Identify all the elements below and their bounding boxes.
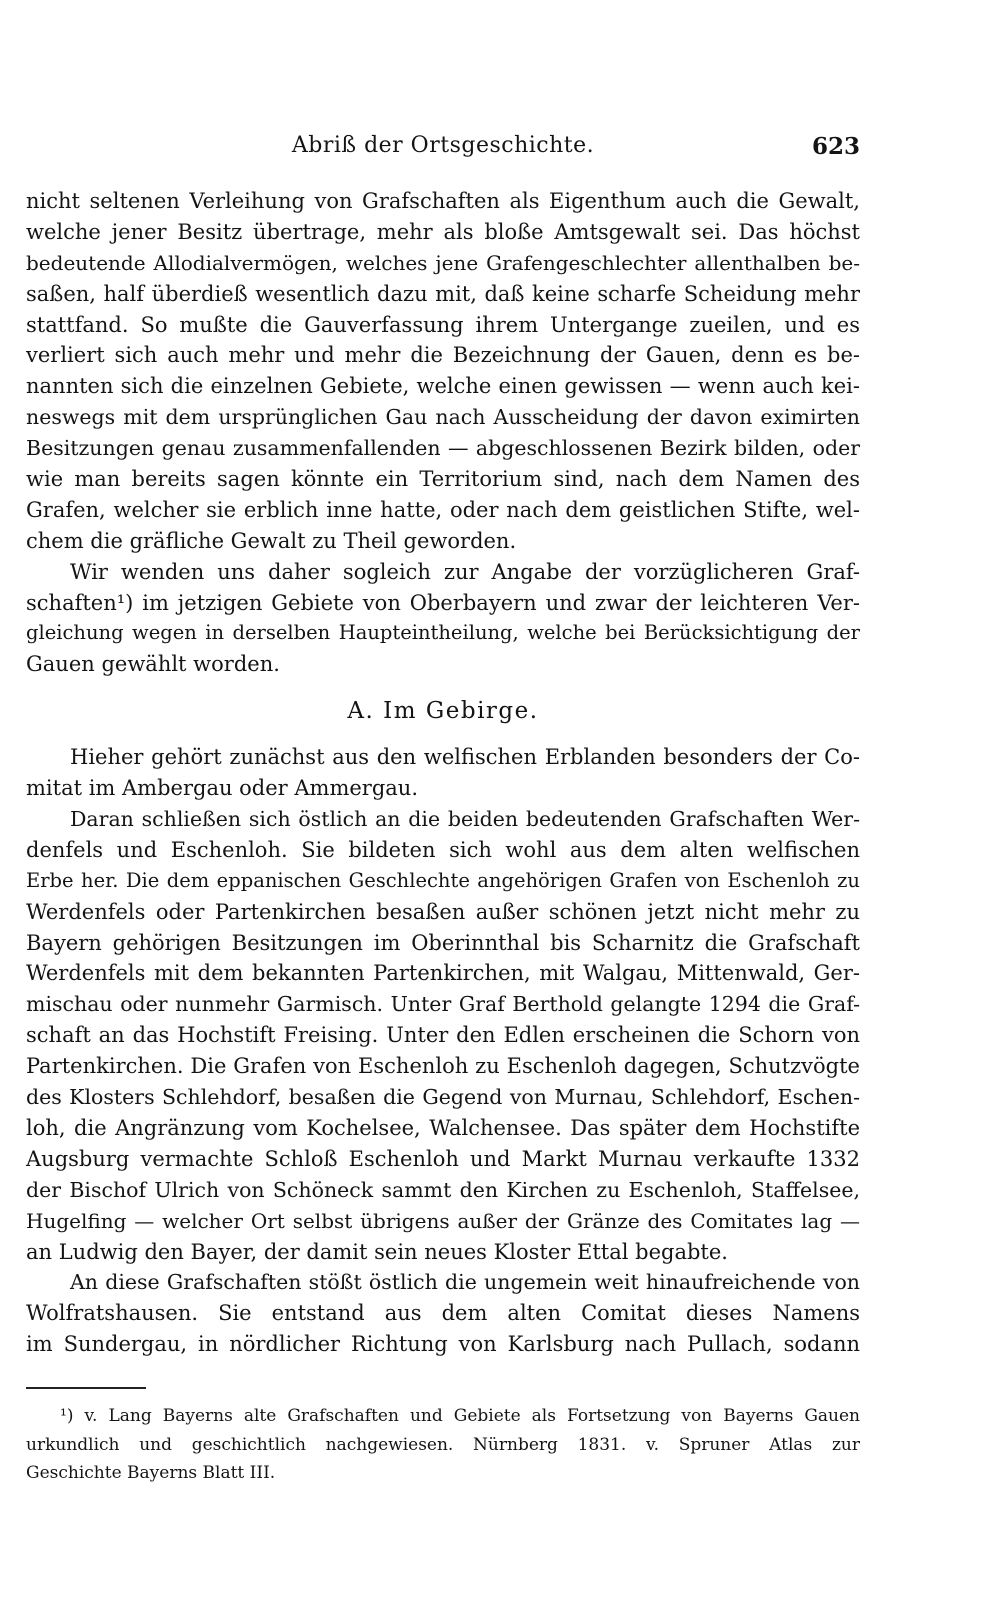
text-line: nannten sich die einzelnen Gebiete, welche einen gewissen — wenn auch kei- (26, 374, 860, 399)
text-line: Erbe her. Die dem eppanischen Geschlechte angehörigen Grafen von Eschenloh zu (26, 868, 860, 892)
text-line: Bayern gehörigen Besitzungen im Oberinnthal bis Scharnitz die Grafschaft (26, 930, 860, 955)
text-line: mitat im Ambergau oder Ammergau. (26, 776, 419, 801)
text-line: nicht seltenen Verleihung von Grafschaften als Eigenthum auch die Gewalt, (26, 189, 860, 213)
footnote-divider (26, 1387, 146, 1389)
paragraph-1 (26, 186, 860, 557)
text-line: Hugelfing — welcher Ort selbst übrigens außer der Gränze des Comitates lag — (26, 1208, 860, 1233)
text-line: Besitzungen genau zusammenfallenden — abgeschlossenen Bezirk bilden, oder (26, 436, 860, 461)
text-line: schaft an das Hochstift Freising. Unter den Edlen erscheinen die Schorn von (26, 1023, 860, 1048)
text-line: gleichung wegen in derselben Haupteintheilung, welche bei Berücksichtigung der (26, 621, 860, 645)
text-line: bedeutende Allodialvermögen, welches jene Grafengeschlechter allenthalben be- (26, 250, 860, 275)
text-line: welche jener Besitz übertrage, mehr als bloße Amtsgewalt sei. Das höchst (26, 219, 860, 244)
text-line: verliert sich auch mehr und mehr die Bezeichnung der Gauen, denn es be- (26, 343, 860, 368)
text-line: Werdenfels mit dem bekannten Partenkirchen, mit Walgau, Mittenwald, Ger- (26, 961, 860, 986)
text-line: Wir wenden uns daher sogleich zur Angabe der vorzüglicheren Graf- (70, 559, 860, 584)
text-line: an Ludwig den Bayer, der damit sein neues Kloster Ettal begabte. (26, 1239, 728, 1264)
footnote-line: urkundlich und geschichtlich nachgewiesen. Nürnberg 1831. v. Spruner Atlas zur (26, 1434, 860, 1455)
text-line: Hieher gehört zunächst aus den welfischen Erblanden besonders der Co- (70, 745, 860, 770)
paragraph-2 (26, 557, 860, 681)
text-line: stattfand. So mußte die Gauverfassung ihrem Untergange zueilen, und es (26, 312, 860, 337)
text-line: wie man bereits sagen könnte ein Territorium sind, nach dem Namen des (26, 467, 860, 492)
footnote-line: ¹) v. Lang Bayerns alte Grafschaften und Gebiete als Fortsetzung von Bayerns Gauen (60, 1406, 860, 1426)
text-line: Gauen gewählt worden. (26, 652, 280, 677)
text-line: saßen, half überdieß wesentlich dazu mit, daß keine scharfe Scheidung mehr (26, 281, 860, 306)
text-line: Wolfratshausen. Sie entstand aus dem alten Comitat dieses Namens (26, 1301, 860, 1326)
text-line: des Klosters Schlehdorf, besaßen die Gegend von Murnau, Schlehdorf, Eschen- (26, 1085, 860, 1110)
paragraph-4 (26, 804, 860, 1267)
text-line: denfels und Eschenloh. Sie bildeten sich wohl aus dem alten welfischen (26, 837, 860, 862)
body-text (26, 186, 860, 1360)
paragraph-3 (26, 742, 860, 804)
page-number: 623 (811, 133, 860, 160)
text-line: im Sundergau, in nördlicher Richtung von Karlsburg nach Pullach, sodann (26, 1332, 860, 1357)
text-line: An diese Grafschaften stößt östlich die ungemein weit hinaufreichende von (70, 1270, 860, 1295)
text-line: der Bischof Ulrich von Schöneck sammt den Kirchen zu Eschenloh, Staffelsee, (26, 1177, 860, 1202)
paragraph-5 (26, 1267, 860, 1360)
section-heading: A. Im Gebirge. (347, 698, 539, 725)
running-title: Abriß der Ortsgeschichte. (291, 133, 595, 158)
text-line: schaften¹) im jetzigen Gebiete von Oberbayern und zwar der leichteren Ver- (26, 590, 860, 615)
running-head (26, 133, 860, 167)
text-line: loh, die Angränzung vom Kochelsee, Walchensee. Das später dem Hochstifte (26, 1115, 860, 1140)
text-line: mischau oder nunmehr Garmisch. Unter Graf Berthold gelangte 1294 die Graf- (26, 992, 860, 1017)
text-line: Partenkirchen. Die Grafen von Eschenloh zu Eschenloh dagegen, Schutzvögte (26, 1054, 860, 1079)
text-line: Daran schließen sich östlich an die beiden bedeutenden Grafschaften Wer- (70, 807, 860, 832)
text-line: Grafen, welcher sie erblich inne hatte, oder nach dem geistlichen Stifte, wel- (26, 497, 860, 522)
text-line: neswegs mit dem ursprünglichen Gau nach Ausscheidung der davon eximirten (26, 405, 860, 430)
text-line: chem die gräfliche Gewalt zu Theil geworden. (26, 528, 517, 553)
text-line: Augsburg vermachte Schloß Eschenloh und Markt Murnau verkaufte 1332 (26, 1146, 860, 1171)
footnotes (26, 1402, 860, 1488)
text-line: Werdenfels oder Partenkirchen besaßen außer schönen jetzt nicht mehr zu (26, 899, 860, 924)
footnote-line: Geschichte Bayerns Blatt III. (26, 1463, 276, 1483)
